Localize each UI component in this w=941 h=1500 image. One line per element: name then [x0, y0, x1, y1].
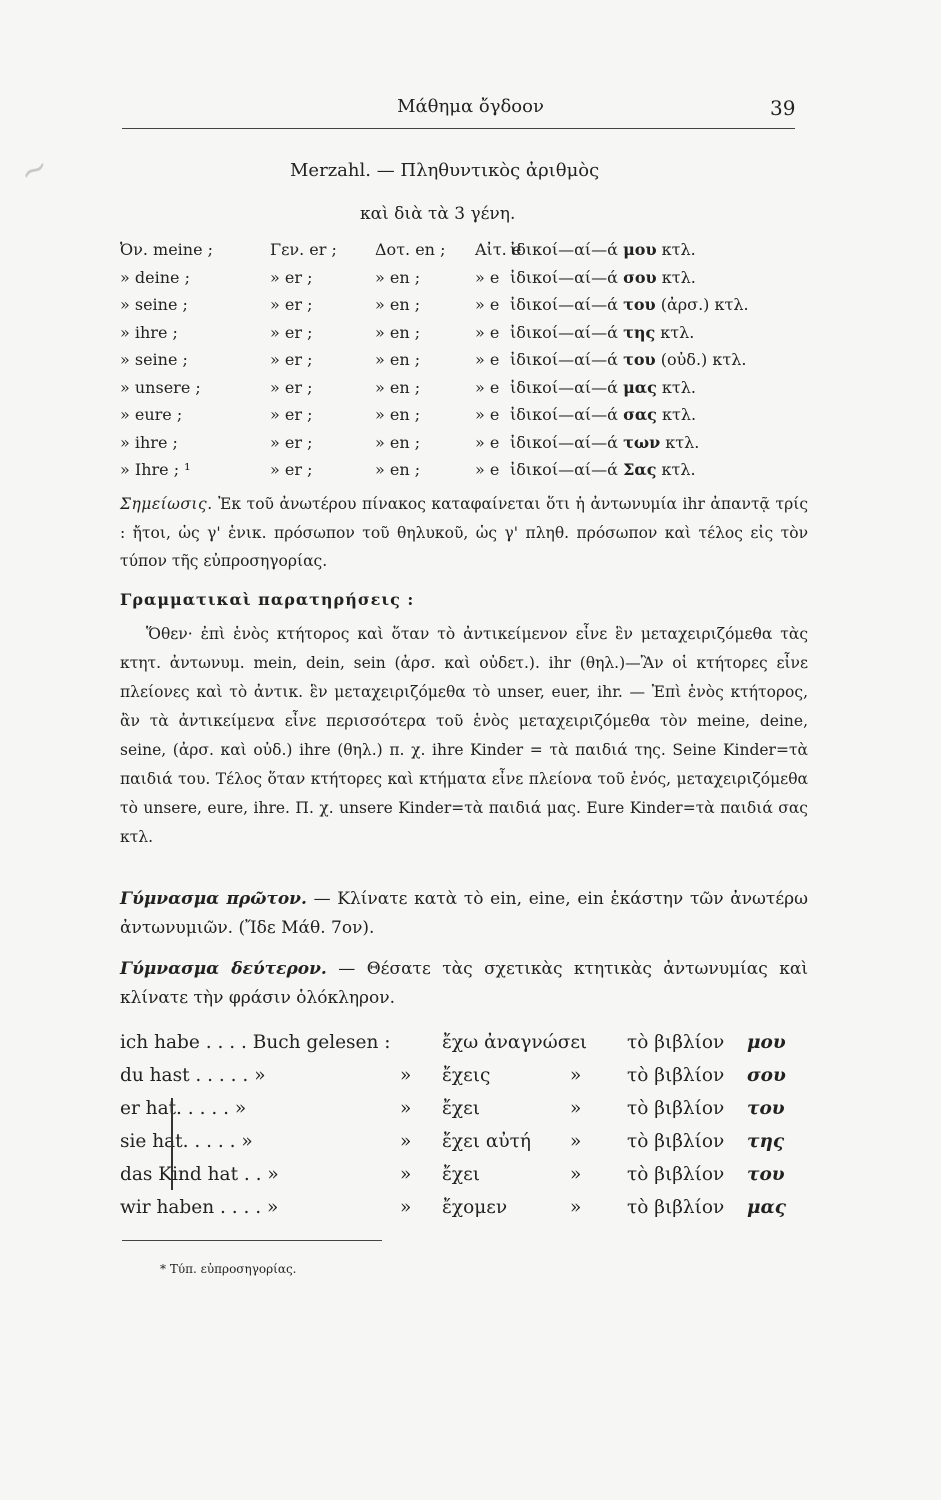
translation-pronoun: σου	[623, 267, 657, 287]
exercise-two-title: Γύμνασμα δεύτερον.	[120, 959, 327, 979]
declension-genitive: Γεν. er ;	[270, 240, 337, 259]
declension-accusative: » e	[475, 322, 500, 342]
declension-nominative: » ihre ;	[120, 322, 178, 342]
table-row	[120, 1032, 820, 1062]
ditto-mark: »	[570, 1098, 582, 1119]
declension-accusative: » e	[475, 432, 500, 452]
greek-object: τὸ βιβλίον	[627, 1197, 725, 1218]
declension-accusative: » e	[475, 405, 500, 424]
declension-accusative: » e	[475, 377, 500, 397]
note-paragraph	[120, 490, 808, 576]
ditto-mark: »	[400, 1131, 412, 1152]
declension-nominative: » ihre ;	[120, 432, 178, 452]
translation-pronoun: του	[623, 295, 656, 314]
table-row	[120, 1197, 820, 1227]
translation-suffix: κτλ.	[660, 322, 695, 342]
greek-verb: ἔχει αὐτή	[442, 1131, 531, 1152]
intro-title: Merzahl. — Πληθυντικὸς ἀριθμὸς	[290, 160, 600, 181]
declension-row	[120, 378, 820, 406]
declension-nominative: » seine ;	[120, 350, 188, 369]
ditto-mark: »	[570, 1164, 582, 1185]
translation-suffix: κτλ.	[661, 240, 696, 259]
handwritten-margin-note: ~	[11, 145, 57, 195]
greek-possessive: μας	[747, 1197, 787, 1218]
translation-pronoun: σας	[623, 405, 657, 424]
declension-translation	[510, 323, 694, 342]
ditto-mark: »	[570, 1197, 582, 1218]
translation-stem: ἰδικοί—αί—ά	[510, 267, 618, 287]
declension-row	[120, 350, 820, 378]
intro-subtitle: καὶ διὰ τὰ 3 γένη.	[360, 204, 516, 224]
translation-stem: ἰδικοί—αί—ά	[510, 377, 618, 397]
declension-dative: » en ;	[375, 350, 421, 369]
table-row	[120, 1131, 820, 1161]
german-phrase: du hast . . . . . »	[120, 1065, 266, 1086]
declension-translation	[510, 295, 749, 314]
grammar-remarks-text: Ὅθεν· ἐπὶ ἑνὸς κτήτορος καὶ ὅταν τὸ ἀντικείμενον εἶνε ἓν μεταχειριζόμεθα τὰς κτητ. ἀντωνυμ. mein, dein, sein (ἀρσ. καὶ οὐδετ.). ihr (θηλ.)—Ἂν οἱ κτήτορες εἶνε πλείονες καὶ τὸ ἀντικ. ἓν μεταχειριζόμεθα τὸ unser, euer, ihr. — Ἐπὶ ἑνὸς κτήτορος, ἂν τὰ ἀντικείμενα εἶνε περισσότερα τοῦ ἑνὸς μεταχειριζόμεθα τὸν meine, deine, seine, (ἀρσ. καὶ οὐδ.) ihre (θηλ.) π. χ. ihre Kinder = τὰ παιδιά της. Seine Kinder=τὰ παιδιά του. Τέλος ὅταν κτήτορες καὶ κτήματα εἶνε πλείονα τοῦ ἑνός, μεταχειριζόμεθα τὸ unsere, eure, ihre. Π. χ. unsere Kinder=τὰ παιδιά μας. Eure Kinder=τὰ παιδιά σας κτλ.	[120, 625, 808, 846]
declension-genitive: » er ;	[270, 295, 313, 314]
greek-verb: ἔχεις	[442, 1065, 491, 1086]
german-phrase: er hat. . . . . »	[120, 1098, 247, 1119]
greek-verb: ἔχω ἀναγνώσει	[442, 1032, 588, 1053]
ditto-mark: »	[570, 1065, 582, 1086]
translation-suffix: κτλ.	[661, 377, 696, 397]
greek-object: τὸ βιβλίον	[627, 1065, 725, 1086]
declension-dative: » en ;	[375, 377, 421, 397]
note-text: Ἐκ τοῦ ἀνωτέρου πίνακος καταφαίνεται ὅτι ἡ ἀντωνυμία ihr ἀπαντᾷ τρίς : ἤτοι, ὡς γ' ἑνικ. πρόσωπον τοῦ θηλυκοῦ, ὡς γ' πληθ. πρόσωπον καὶ τέλος εἰς τὸν τύπον τῆς εὐπροσηγορίας.	[120, 495, 808, 570]
translation-suffix: κτλ.	[665, 432, 700, 452]
table-row	[120, 1098, 820, 1128]
footnote-rule	[122, 1240, 382, 1241]
greek-possessive: της	[747, 1131, 785, 1152]
declension-dative: Δοτ. en ;	[375, 240, 446, 259]
declension-translation	[510, 240, 696, 259]
declension-genitive: » er ;	[270, 405, 313, 424]
translation-stem: ἰδικοί—αί—ά	[510, 460, 618, 479]
greek-verb: ἔχομεν	[442, 1197, 508, 1218]
declension-row	[120, 295, 820, 323]
table-brace	[171, 1098, 173, 1190]
declension-row	[120, 268, 820, 296]
exercise-one-title: Γύμνασμα πρῶτον.	[120, 889, 307, 909]
declension-translation	[510, 405, 696, 424]
translation-pronoun: της	[623, 322, 656, 342]
translation-suffix: κτλ.	[662, 405, 697, 424]
declension-translation	[510, 433, 699, 452]
translation-stem: ἰδικοί—αί—ά	[510, 295, 618, 314]
ditto-mark: »	[400, 1164, 412, 1185]
declension-accusative: » e	[475, 267, 500, 287]
declension-row	[120, 240, 820, 268]
greek-possessive: του	[747, 1164, 785, 1185]
translation-suffix: κτλ.	[661, 460, 696, 479]
greek-possessive: του	[747, 1098, 785, 1119]
greek-object: τὸ βιβλίον	[627, 1131, 725, 1152]
translation-suffix: κτλ.	[661, 267, 696, 287]
declension-accusative: » e	[475, 350, 500, 369]
translation-stem: ἰδικοί—αί—ά	[510, 405, 618, 424]
translation-suffix: (οὐδ.) κτλ.	[660, 350, 747, 369]
translation-pronoun: των	[623, 432, 661, 452]
exercise-one	[120, 885, 808, 943]
declension-dative: » en ;	[375, 405, 421, 424]
declension-row	[120, 433, 820, 461]
declension-nominative: » Ihre ; ¹	[120, 460, 191, 479]
ditto-mark: »	[400, 1098, 412, 1119]
header-rule	[122, 128, 795, 129]
page-number: 39	[770, 96, 796, 120]
declension-nominative: » eure ;	[120, 405, 183, 424]
declension-translation	[510, 460, 696, 479]
declension-genitive: » er ;	[270, 267, 313, 287]
german-phrase: wir haben . . . . »	[120, 1197, 279, 1218]
greek-possessive: μου	[747, 1032, 786, 1053]
declension-row	[120, 405, 820, 433]
declension-dative: » en ;	[375, 267, 421, 287]
declension-accusative: » e	[475, 295, 500, 314]
exercise-two-text: — Θέσατε τὰς σχετικὰς κτητικὰς ἀντωνυμίας καὶ κλίνατε τὴν φράσιν ὁλόκληρον.	[120, 959, 808, 1008]
translation-pronoun: μου	[623, 240, 657, 259]
declension-translation	[510, 350, 746, 369]
grammar-remarks-heading: Γραμματικαὶ παρατηρήσεις :	[120, 590, 415, 609]
exercise-one-text: — Κλίνατε κατὰ τὸ ein, eine, ein ἑκάστην τῶν ἀνωτέρω ἀντωνυμιῶν. (Ἴδε Μάθ. 7ον).	[120, 889, 808, 938]
declension-translation	[510, 378, 696, 397]
declension-nominative: » seine ;	[120, 295, 188, 314]
greek-verb: ἔχει	[442, 1164, 480, 1185]
translation-stem: ἰδικοί—αί—ά	[510, 432, 618, 452]
translation-pronoun: Σας	[623, 460, 657, 479]
declension-dative: » en ;	[375, 322, 421, 342]
declension-dative: » en ;	[375, 295, 421, 314]
greek-object: τὸ βιβλίον	[627, 1032, 725, 1053]
declension-nominative: » unsere ;	[120, 377, 201, 397]
exercise-two	[120, 955, 808, 1013]
german-phrase: das Kind hat . . »	[120, 1164, 279, 1185]
table-row	[120, 1065, 820, 1095]
table-row	[120, 1164, 820, 1194]
declension-genitive: » er ;	[270, 350, 313, 369]
note-title: Σημείωσις.	[120, 495, 213, 513]
german-phrase: sie hat. . . . . »	[120, 1131, 253, 1152]
declension-genitive: » er ;	[270, 377, 313, 397]
translation-stem: ἰδικοί—αί—ά	[510, 322, 618, 342]
translation-stem: ἰδικοί—αί—ά	[510, 350, 618, 369]
declension-genitive: » er ;	[270, 432, 313, 452]
greek-object: τὸ βιβλίον	[627, 1098, 725, 1119]
page-header-title: Μάθημα ὄγδοον	[397, 96, 544, 117]
translation-pronoun: του	[623, 350, 656, 369]
declension-dative: » en ;	[375, 432, 421, 452]
translation-pronoun: μας	[623, 377, 657, 397]
declension-dative: » en ;	[375, 460, 421, 479]
declension-row	[120, 460, 820, 488]
german-phrase: ich habe . . . . Buch gelesen :	[120, 1032, 391, 1053]
ditto-mark: »	[570, 1131, 582, 1152]
greek-possessive: σου	[747, 1065, 786, 1086]
ditto-mark: »	[400, 1065, 412, 1086]
declension-genitive: » er ;	[270, 460, 313, 479]
declension-accusative: Αἰτ. e	[475, 240, 522, 259]
ditto-mark: »	[400, 1197, 412, 1218]
greek-verb: ἔχει	[442, 1098, 480, 1119]
declension-accusative: » e	[475, 460, 500, 479]
declension-row	[120, 323, 820, 351]
footnote: * Τύπ. εὐπροσηγορίας.	[160, 1262, 297, 1276]
declension-translation	[510, 268, 696, 287]
declension-genitive: » er ;	[270, 322, 313, 342]
translation-stem: ἰδικοί—αί—ά	[510, 240, 618, 259]
declension-nominative: Ὀν. meine ;	[120, 240, 214, 259]
greek-object: τὸ βιβλίον	[627, 1164, 725, 1185]
declension-nominative: » deine ;	[120, 267, 190, 287]
translation-suffix: (ἀρσ.) κτλ.	[660, 295, 749, 314]
